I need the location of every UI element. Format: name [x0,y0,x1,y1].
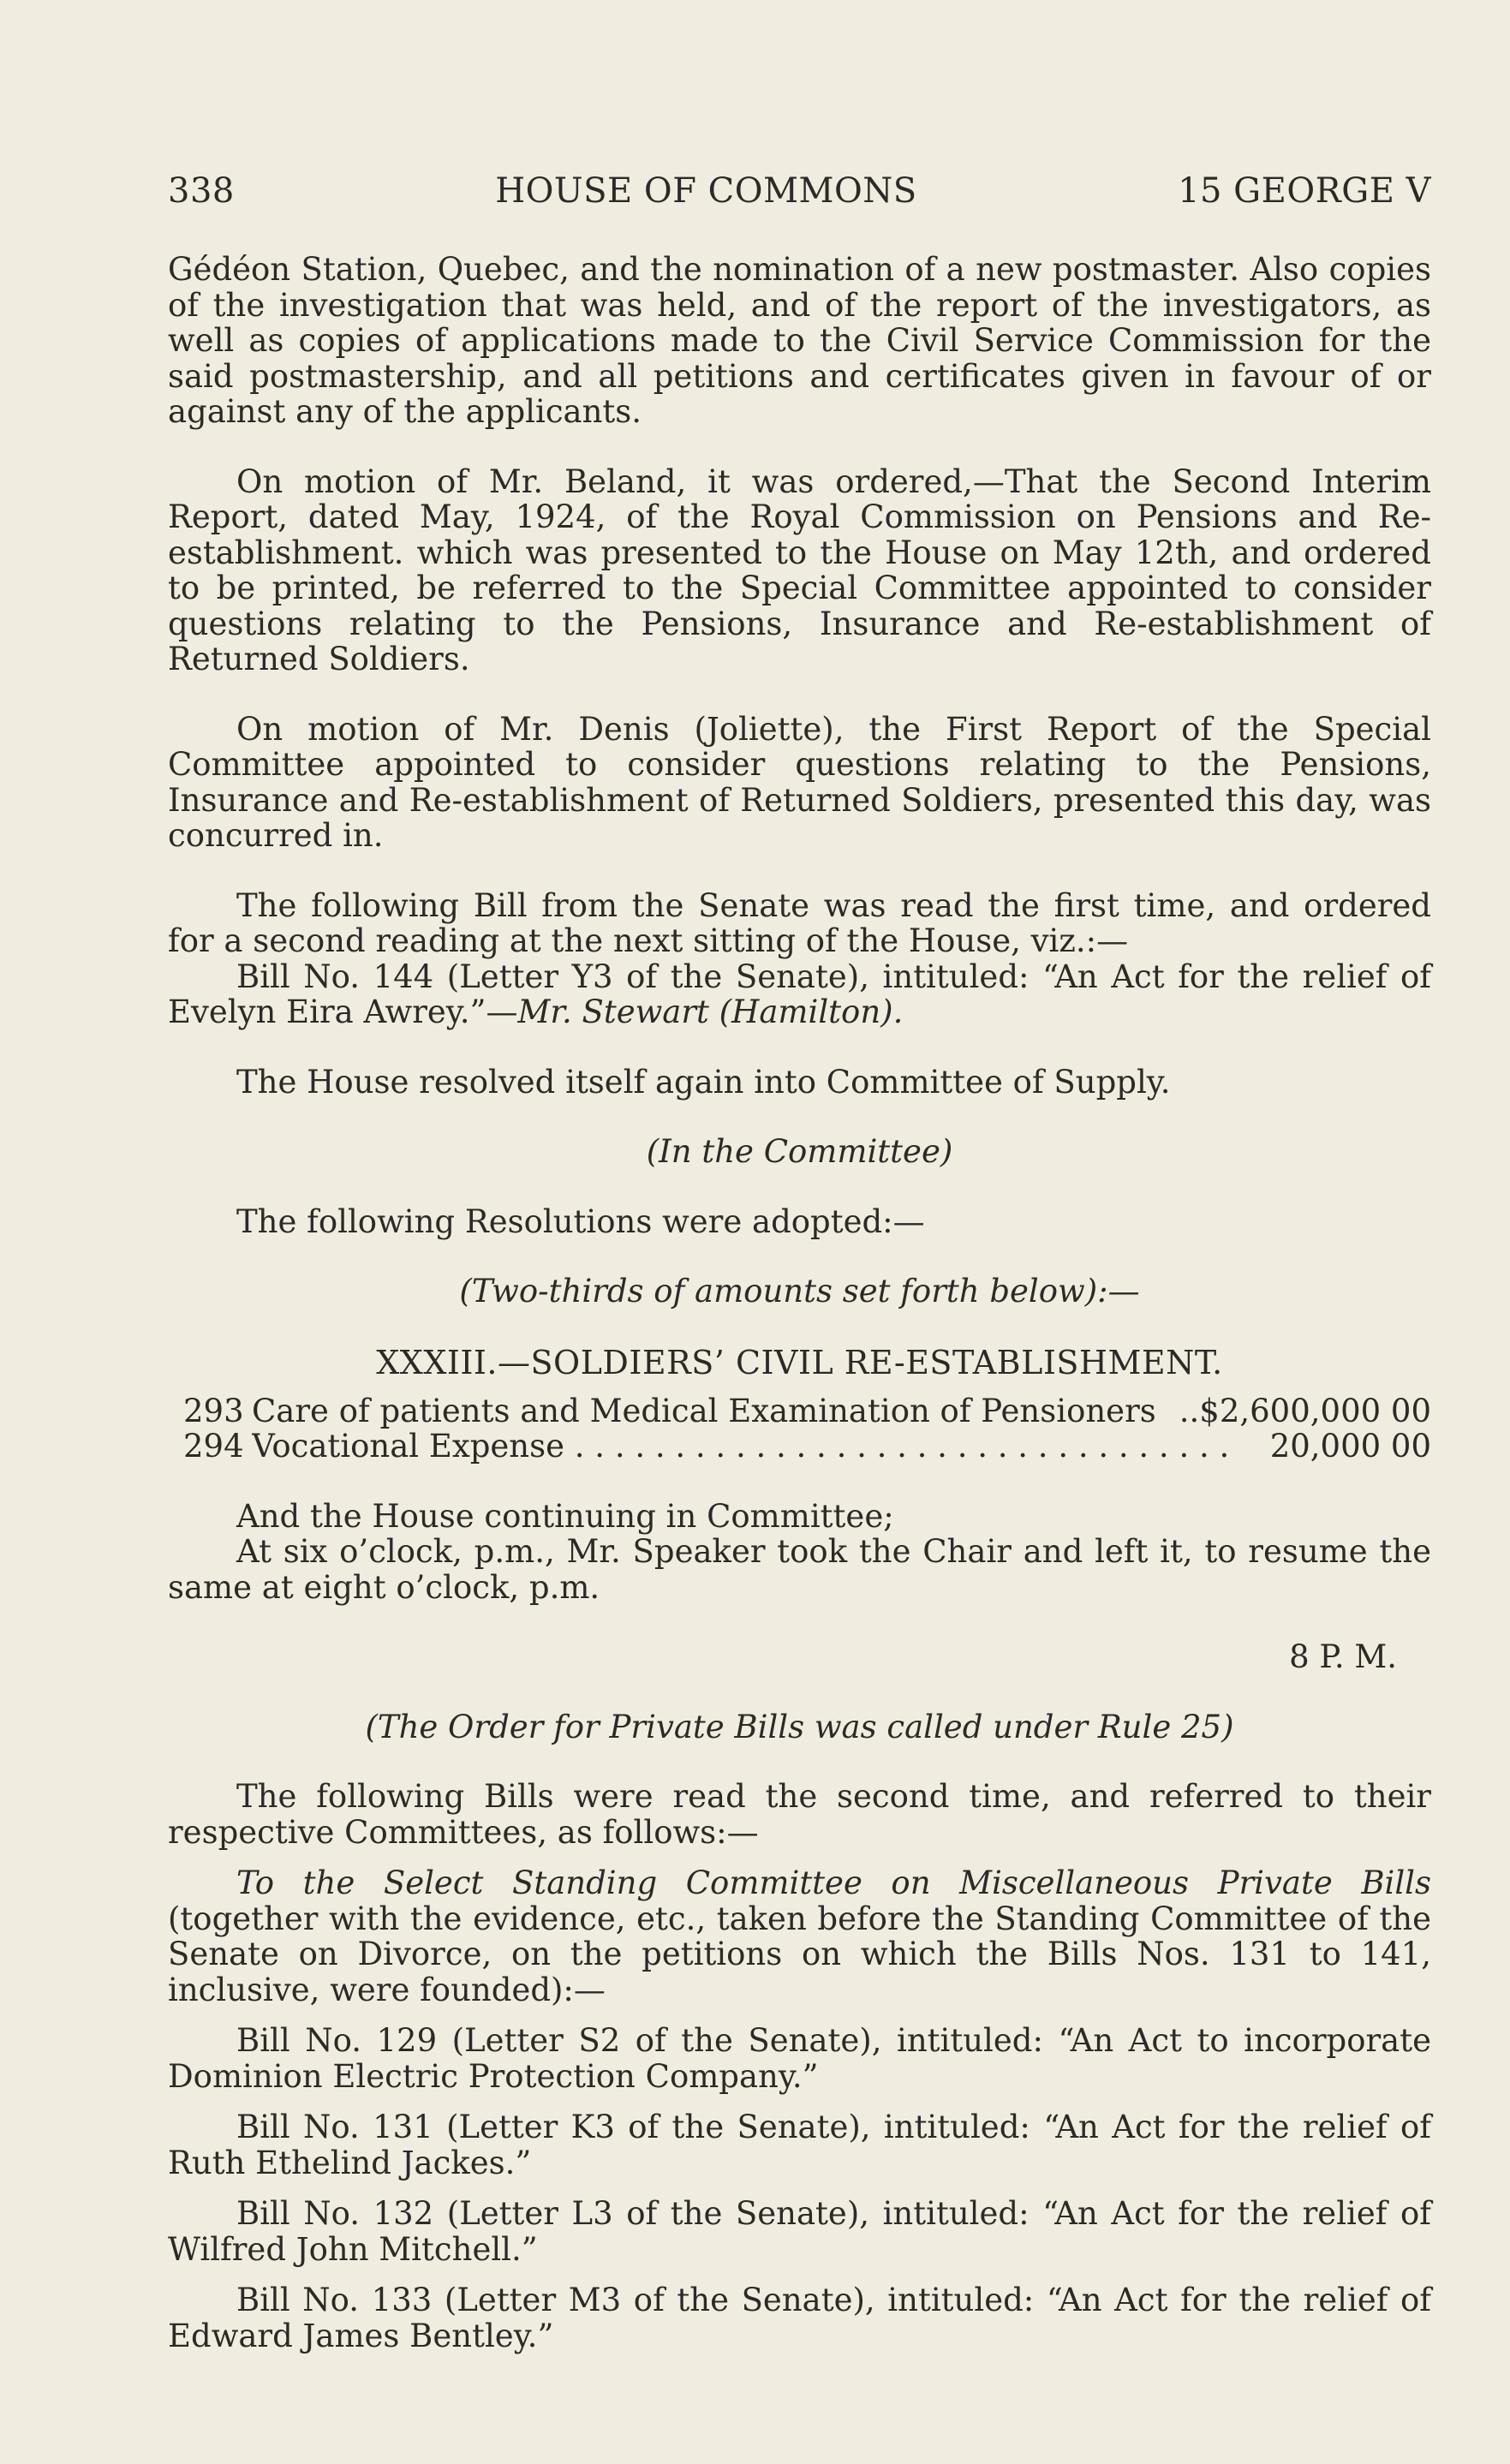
paragraph-second-reading: The following Bills were read the second time, and referred to their respective Committees, as follows:— [168,1778,1431,1851]
supply-item [183,1393,1431,1429]
page-title: HOUSE OF COMMONS [495,171,917,211]
paragraph-beland-motion: On motion of Mr. Beland, it was ordered,—That the Second Interim Report, dated May, 1924, of the Royal Commission on Pensions and Re-establishment. which was presented to the House on May 12th, and ordered to be printed, be referred to the Special Committee appointed to consider questions relating to the Pensions, Insurance and Re-establishment of Returned Soldiers. [168,462,1431,677]
two-thirds-note: (Two-thirds of amounts set forth below):— [459,1273,1140,1310]
in-committee-note: (In the Committee) [646,1133,953,1170]
supply-item [183,1429,1431,1465]
paragraph-resolutions: The following Resolutions were adopted:— [236,1202,925,1240]
page-number: 338 [168,171,235,211]
bill-129: Bill No. 129 (Letter S2 of the Senate), intituled: “An Act to incorporate Dominion Electric Protection Company.” [168,2022,1431,2095]
paragraph-bill-144 [168,959,1431,1030]
private-bills-note: (The Order for Private Bills was called under Rule 25) [365,1708,1234,1745]
paragraph-postmaster: Gédéon Station, Quebec, and the nomination of a new postmaster. Also copies of the investigation that was held, and of the report of the investigators, as well as copies of applications made to the Civil Service Commission for the said postmastership, and all petitions and certificates given in favour of or against any of the applicants. [168,251,1431,430]
item-amount: ..$2,600,000 00 [1179,1392,1431,1429]
paragraph-senate-bill: The following Bill from the Senate was read the first time, and ordered for a second reading at the next sitting of the House, viz.:— [168,886,1431,959]
journal-page [168,171,1431,2354]
section-heading: XXXIII.—SOLDIERS’ CIVIL RE-ESTABLISHMENT. [376,1343,1223,1381]
bill-144-member: Mr. Stewart (Hamilton). [517,993,904,1030]
paragraph-select-committee [168,1865,1431,2008]
supply-items [183,1393,1431,1465]
bill-133: Bill No. 133 (Letter M3 of the Senate), intituled: “An Act for the relief of Edward James Bentley.” [168,2282,1431,2354]
item-number: 293 [183,1392,244,1429]
paragraph-denis-motion: On motion of Mr. Denis (Joliette), the First Report of the Special Committee appointed to consider questions relating to the Pensions, Insurance and Re-establishment of Returned Soldiers, presented this day, was concurred in. [168,710,1431,854]
item-amount: 20,000 00 [1269,1428,1431,1465]
regnal-year: 15 GEORGE V [1178,171,1431,211]
committee-name: To the Select Standing Committee on Miscellaneous Private Bills [236,1864,1431,1901]
paragraph-six-oclock: At six o’clock, p.m., Mr. Speaker took the Chair and left it, to resume the same at eight o’clock, p.m. [168,1533,1431,1606]
paragraph-committee-of-supply: The House resolved itself again into Committee of Supply. [236,1063,1171,1101]
item-description: Care of patients and Medical Examination of Pensioners [252,1393,1156,1429]
bill-144-text: Bill No. 144 (Letter Y3 of the Senate), intituled: “An Act for the relief of Evelyn Eira Awrey.”— [168,958,1431,1030]
paragraph-continuing: And the House continuing in Committee; [236,1497,894,1535]
bill-132: Bill No. 132 (Letter L3 of the Senate), intituled: “An Act for the relief of Wilfred John Mitchell.” [168,2195,1431,2268]
committee-detail: (together with the evidence, etc., taken before the Standing Committee of the Senate on Divorce, on the petitions on which the Bills Nos. 131 to 141, inclusive, were founded):— [168,1900,1431,2008]
bill-131: Bill No. 131 (Letter K3 of the Senate), intituled: “An Act for the relief of Ruth Ethelind Jackes.” [168,2109,1431,2181]
item-description: Vocational Expense . . . [252,1429,1234,1465]
time-mark: 8 P. M. [1289,1638,1397,1675]
item-number: 294 [183,1428,244,1465]
page-header [168,171,1431,211]
